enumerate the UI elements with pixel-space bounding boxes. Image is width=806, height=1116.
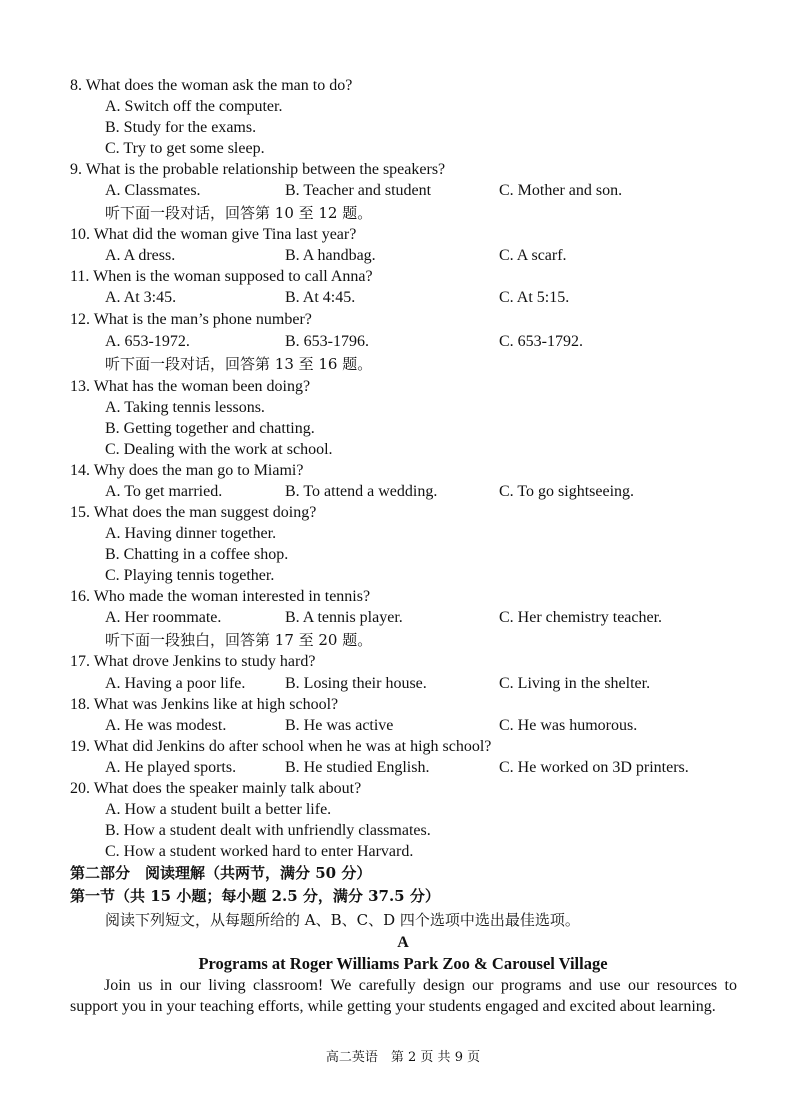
page-footer: 高二英语 第 2 页 共 9 页	[325, 1050, 481, 1065]
q14-option-b: B. To attend a wedding.	[285, 483, 438, 500]
q10-option-c: C. A scarf.	[499, 247, 567, 264]
q14-option-c: C. To go sightseeing.	[499, 483, 635, 500]
q11-option-c: C. At 5:15.	[499, 289, 570, 306]
q15-option-a: A. Having dinner together.	[105, 525, 277, 542]
q20-option-b: B. How a student dealt with unfriendly classmates.	[105, 822, 431, 839]
passage-letter: A	[397, 934, 409, 951]
q12-option-b: B. 653-1796.	[285, 333, 369, 350]
section1-heading: 第一节（共 15 小题；每小题 2.5 分，满分 37.5 分）	[70, 887, 440, 905]
question-11: 11. When is the woman supposed to call Anna?	[70, 268, 373, 285]
question-16: 16. Who made the woman interested in tennis?	[70, 588, 371, 605]
q20-option-a: A. How a student built a better life.	[105, 801, 332, 818]
question-8: 8. What does the woman ask the man to do?	[70, 77, 353, 94]
q10-option-a: A. A dress.	[105, 247, 176, 264]
question-20: 20. What does the speaker mainly talk about?	[70, 780, 362, 797]
q16-option-c: C. Her chemistry teacher.	[499, 609, 663, 626]
q9-option-c: C. Mother and son.	[499, 182, 623, 199]
q12-option-c: C. 653-1792.	[499, 333, 583, 350]
instruction-q10-12: 听下面一段对话，回答第 10 至 12 题。	[105, 204, 373, 222]
question-19: 19. What did Jenkins do after school when he was at high school?	[70, 738, 492, 755]
instruction-q17-20: 听下面一段独白，回答第 17 至 20 题。	[105, 631, 373, 649]
reading-directions: 阅读下列短文，从每题所给的 A、B、C、D 四个选项中选出最佳选项。	[105, 911, 580, 929]
q18-option-b: B. He was active	[285, 717, 394, 734]
q10-option-b: B. A handbag.	[285, 247, 376, 264]
q18-option-a: A. He was modest.	[105, 717, 227, 734]
q13-option-a: A. Taking tennis lessons.	[105, 399, 265, 416]
instruction-q13-16: 听下面一段对话，回答第 13 至 16 题。	[105, 355, 373, 373]
passage-paragraph: Join us in our living classroom! We carefully design our programs and use our resources to support you in your teaching efforts, while getting your students engaged and excited about learning.	[70, 977, 737, 1015]
question-10: 10. What did the woman give Tina last year?	[70, 226, 357, 243]
q15-option-b: B. Chatting in a coffee shop.	[105, 546, 289, 563]
q11-option-b: B. At 4:45.	[285, 289, 356, 306]
question-17: 17. What drove Jenkins to study hard?	[70, 653, 316, 670]
question-9: 9. What is the probable relationship between the speakers?	[70, 161, 446, 178]
q17-option-c: C. Living in the shelter.	[499, 675, 651, 692]
q19-option-a: A. He played sports.	[105, 759, 237, 776]
q18-option-c: C. He was humorous.	[499, 717, 638, 734]
q12-option-a: A. 653-1972.	[105, 333, 190, 350]
question-13: 13. What has the woman been doing?	[70, 378, 311, 395]
q19-option-c: C. He worked on 3D printers.	[499, 759, 689, 776]
q9-option-b: B. Teacher and student	[285, 182, 432, 199]
q8-option-a: A. Switch off the computer.	[105, 98, 283, 115]
question-18: 18. What was Jenkins like at high school?	[70, 696, 339, 713]
q13-option-c: C. Dealing with the work at school.	[105, 441, 333, 458]
part2-heading: 第二部分 阅读理解（共两节，满分 50 分）	[70, 864, 372, 882]
q16-option-b: B. A tennis player.	[285, 609, 403, 626]
passage-title: Programs at Roger Williams Park Zoo & Carousel Village	[198, 954, 608, 973]
q19-option-b: B. He studied English.	[285, 759, 430, 776]
question-15: 15. What does the man suggest doing?	[70, 504, 317, 521]
q15-option-c: C. Playing tennis together.	[105, 567, 275, 584]
q8-option-c: C. Try to get some sleep.	[105, 140, 265, 157]
q20-option-c: C. How a student worked hard to enter Harvard.	[105, 843, 414, 860]
q17-option-a: A. Having a poor life.	[105, 675, 246, 692]
question-12: 12. What is the man’s phone number?	[70, 311, 312, 328]
q16-option-a: A. Her roommate.	[105, 609, 222, 626]
q13-option-b: B. Getting together and chatting.	[105, 420, 315, 437]
q9-option-a: A. Classmates.	[105, 182, 201, 199]
q8-option-b: B. Study for the exams.	[105, 119, 257, 136]
q17-option-b: B. Losing their house.	[285, 675, 427, 692]
q14-option-a: A. To get married.	[105, 483, 223, 500]
q11-option-a: A. At 3:45.	[105, 289, 177, 306]
question-14: 14. Why does the man go to Miami?	[70, 462, 304, 479]
